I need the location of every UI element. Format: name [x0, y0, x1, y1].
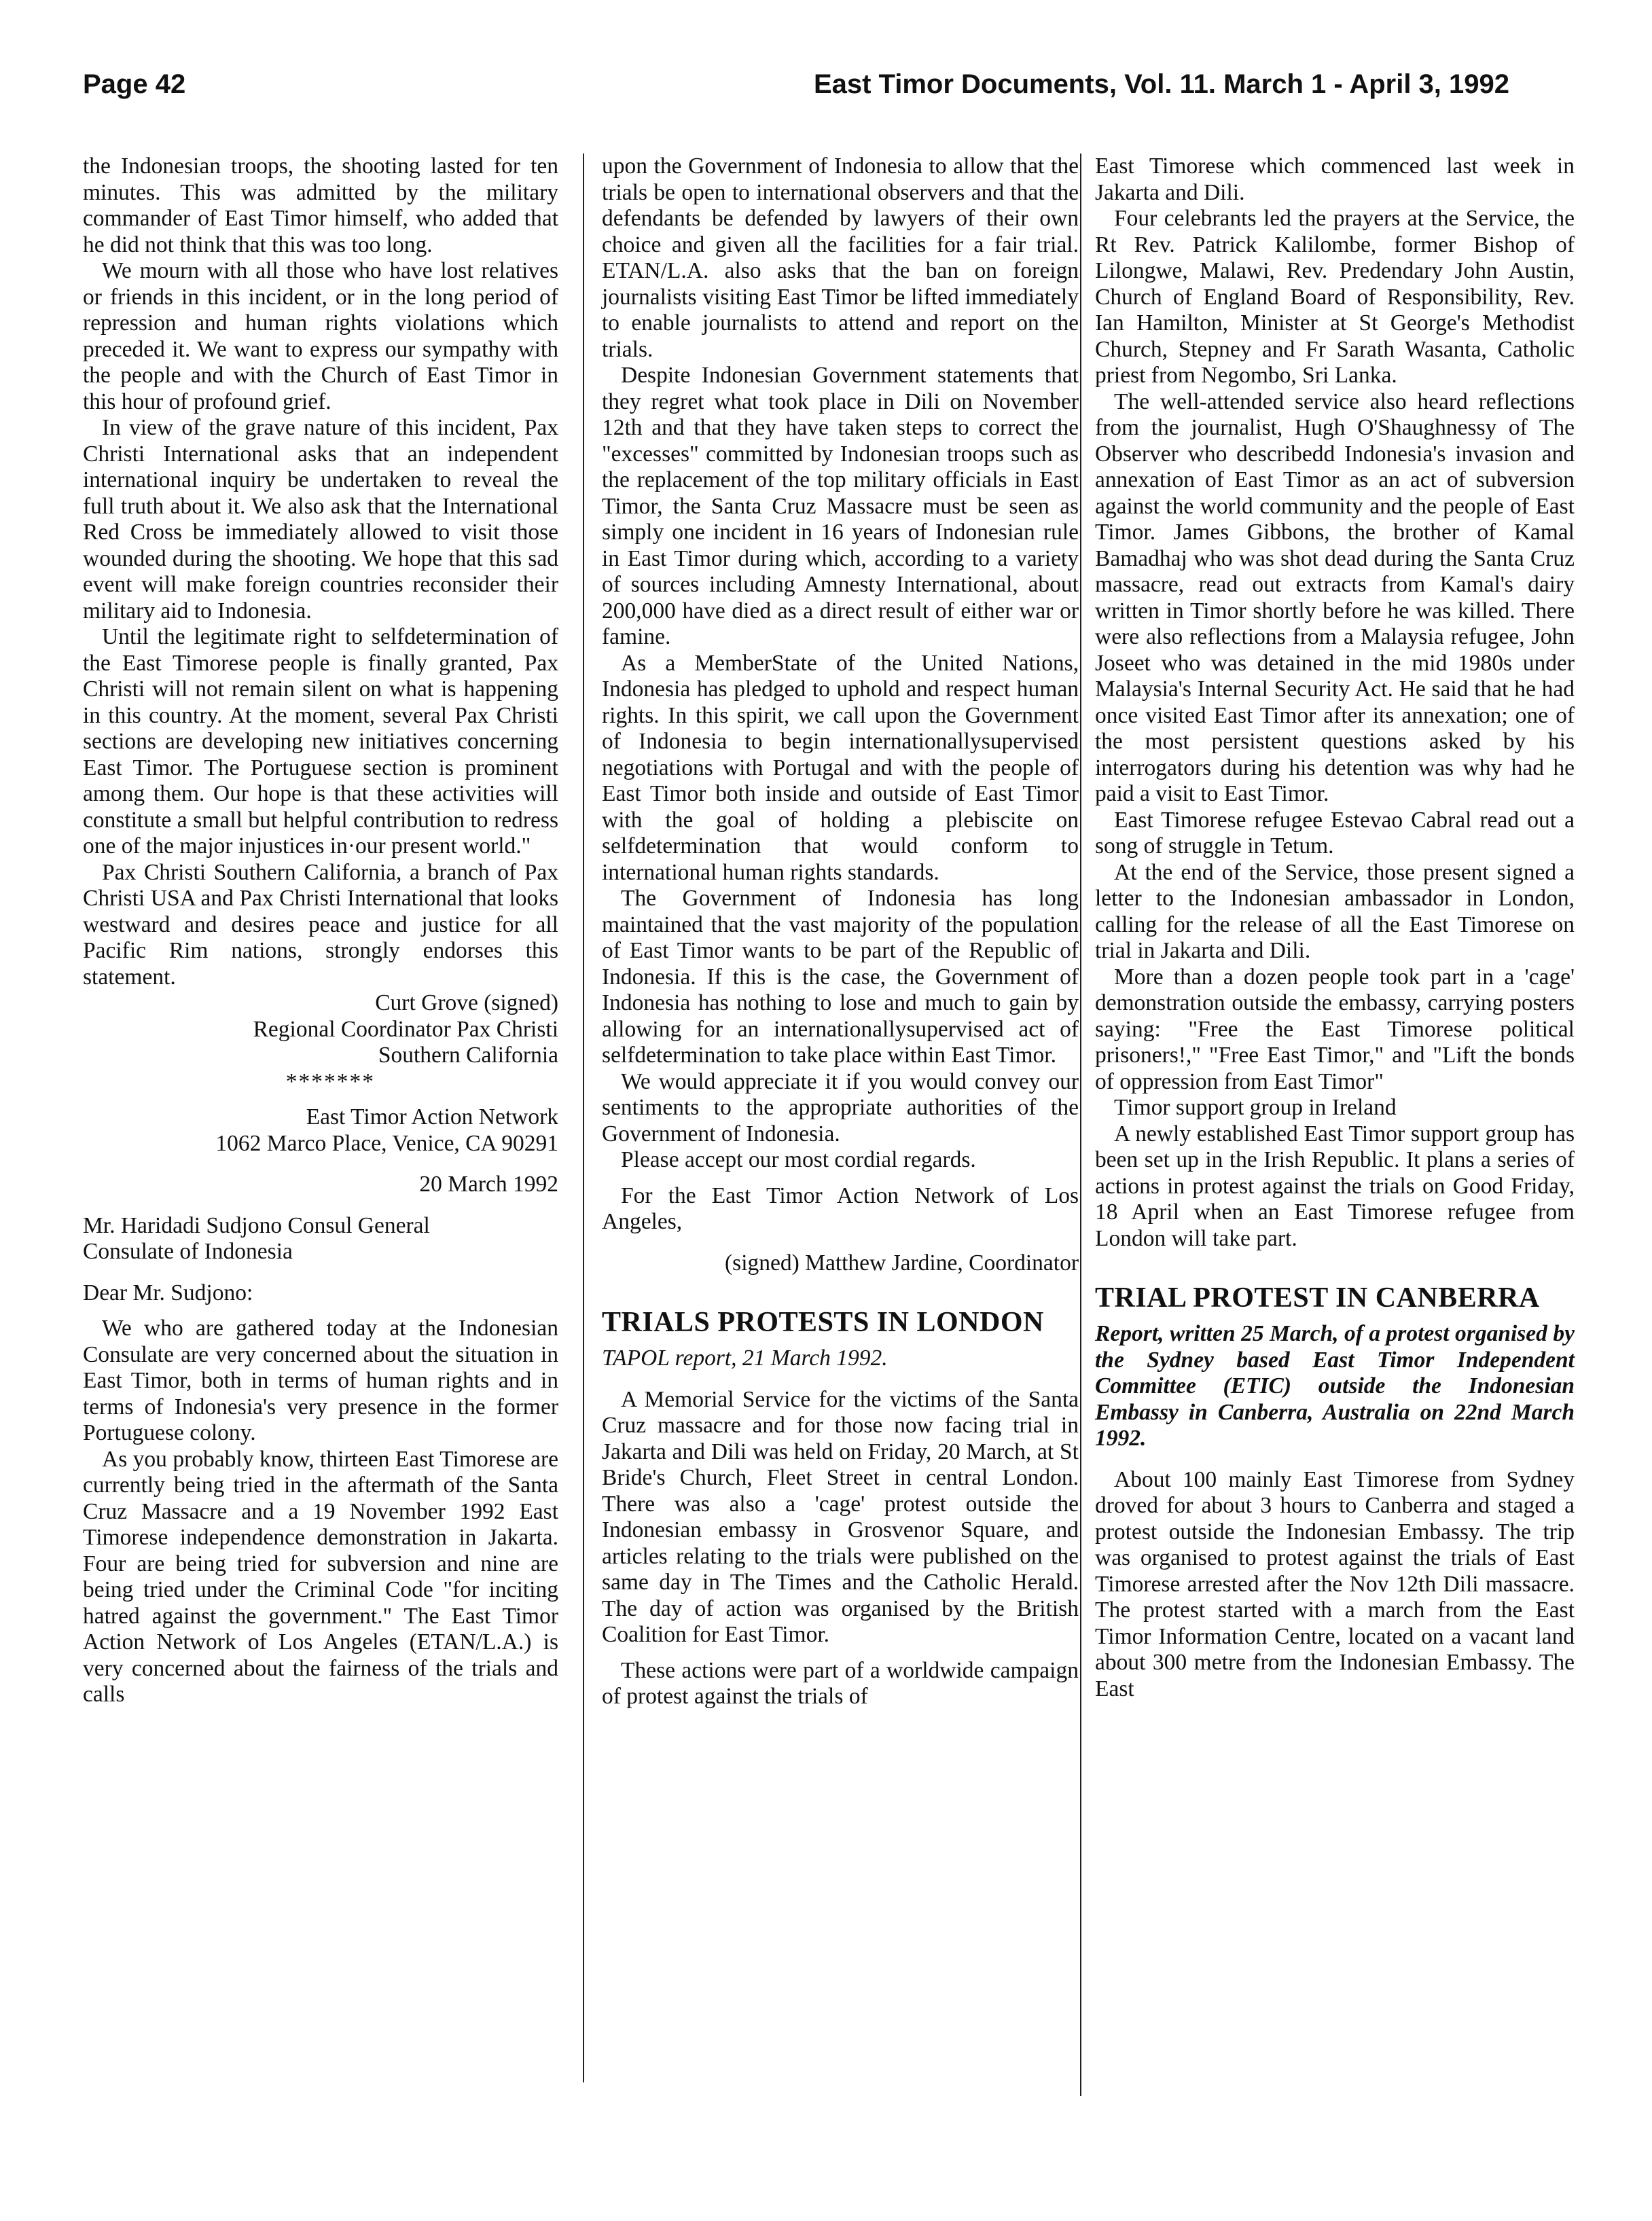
sender-org: East Timor Action Network: [306, 1104, 558, 1130]
paragraph: The well-attended service also heard reflections from the journalist, Hugh O'Shaughnessy of The Observer who describedd Indonesia's invasion and annexation of East Timor as an act of subversion against the world community and the people of East Timor. James Gibbons, the brother of Kamal Bamadhaj who was shot dead during the Santa Cruz massacre, read out extracts from Kamal's dairy written in Timor shortly before he was killed. There were also reflections from a Malaysia refugee, John Joseet who was detained in the mid 1980s under Malaysia's Internal Security Act. He said that he had once visited East Timor after its annexation; one of the most persistent questions asked by his interrogators during his detention was why had he paid a visit to East Timor.: [1095, 389, 1575, 806]
article-source: TAPOL report, 21 March 1992.: [602, 1346, 888, 1371]
column-2: [602, 154, 1079, 1710]
closing-signature: (signed) Matthew Jardine, Coordinator: [725, 1250, 1079, 1276]
paragraph: More than a dozen people took part in a 'cage' demonstration outside the embassy, carrying posters saying: "Free the East Timorese political prisoners!," "Free East Timor," and "Lift the bonds of oppression from East Timor": [1095, 964, 1575, 1094]
closing-line: For the East Timor Action Network of Los Angeles,: [602, 1182, 1079, 1234]
paragraph: As a MemberState of the United Nations, Indonesia has pledged to uphold and respect human rights. In this spirit, we call upon the Government of Indonesia to begin internationallysupervised negotiations with Portugal and with the people of East Timor both inside and outside of East Timor with the goal of holding a plebiscite on selfdetermination that would conform to international human rights standards.: [602, 650, 1079, 885]
paragraph: We mourn with all those who have lost relatives or friends in this incident, or in the long period of repression and human rights violations which preceded it. We want to express our sympathy with the people and with the Church of East Timor in this hour of profound grief.: [83, 258, 558, 414]
paragraph: upon the Government of Indonesia to allow that the trials be open to international observers and that the defendants be defended by lawyers of their own choice and given all the facilities for a fair trial. ETAN/L.A. also asks that the ban on foreign journalists visiting East Timor be lifted immediately to enable journalists to attend and report on the trials.: [602, 154, 1079, 362]
signatory-name: Curt Grove (signed): [375, 990, 558, 1015]
running-header: East Timor Documents, Vol. 11. March 1 - April 3, 1992: [813, 69, 1509, 99]
paragraph: the Indonesian troops, the shooting lasted for ten minutes. This was admitted by the military commander of East Timor himself, who added that he did not think that this was too long.: [83, 154, 558, 257]
column-divider: [583, 154, 584, 2082]
paragraph: As you probably know, thirteen East Timorese are currently being tried in the aftermath of the Santa Cruz Massacre and a 19 November 1992 East Timorese independence demonstration in Jakarta. Four are being tried for subversion and nine are being tried under the Criminal Code "for inciting hatred against the government." The East Timor Action Network of Los Angeles (ETAN/L.A.) is very concerned about the fairness of the trials and calls: [83, 1446, 558, 1707]
subheading: Timor support group in Ireland: [1114, 1095, 1397, 1120]
paragraph: At the end of the Service, those present signed a letter to the Indonesian ambassador in London, calling for the release of all the East Timorese on trial in Jakarta and Dili.: [1095, 859, 1575, 963]
signatory-title: Regional Coordinator Pax Christi: [253, 1016, 558, 1042]
paragraph: Pax Christi Southern California, a branch of Pax Christi USA and Pax Christi International that looks westward and desires peace and justice for all Pacific Rim nations, strongly endorses this statement.: [83, 859, 558, 990]
paragraph: East Timorese which commenced last week in Jakarta and Dili.: [1095, 154, 1575, 205]
paragraph: Four celebrants led the prayers at the Service, the Rt Rev. Patrick Kalilombe, former Bishop of Lilongwe, Malawi, Rev. Predendary John Austin, Church of England Board of Responsibility, Rev. Ian Hamilton, Minister at St George's Methodist Church, Stepney and Fr Sarath Wasanta, Catholic priest from Negombo, Sri Lanka.: [1095, 206, 1575, 388]
page-number: Page 42: [83, 69, 186, 99]
paragraph: Please accept our most cordial regards.: [621, 1147, 976, 1172]
paragraph: We who are gathered today at the Indonesian Consulate are very concerned about the situation in East Timor, both in terms of human rights and in terms of Indonesia's very presence in the former Portuguese colony.: [83, 1316, 558, 1445]
paragraph: About 100 mainly East Timorese from Sydney droved for about 3 hours to Canberra and staged a protest outside the Indonesian Embassy. The trip was organised to protest against the trials of East Timorese arrested after the Nov 12th Dili massacre. The protest started with a march from the East Timor Information Centre, located on a vacant land about 300 metre from the Indonesian Embassy. The East: [1095, 1466, 1575, 1701]
column-1: [83, 154, 558, 1708]
article-london: [602, 1306, 1079, 1710]
paragraph: A Memorial Service for the victims of the Santa Cruz massacre and for those now facing trial in Jakarta and Dili was held on Friday, 20 March, at St Bride's Church, Fleet Street in central London. There was also a 'cage' protest outside the Indonesian embassy in Grosvenor Square, and articles relating to the trials were published on the same day in The Times and the Catholic Herald. The day of action was organised by the British Coalition for East Timor.: [602, 1386, 1079, 1647]
headline: TRIAL PROTEST IN CANBERRA: [1095, 1282, 1540, 1314]
column-divider: [1080, 154, 1081, 2096]
paragraph: In view of the grave nature of this incident, Pax Christi International asks that an independent international inquiry be undertaken to reveal the full truth about it. We also ask that the International Red Cross be immediately allowed to visit those wounded during the shooting. We hope that this sad event will make foreign countries reconsider their military aid to Indonesia.: [83, 415, 558, 624]
paragraph: East Timorese refugee Estevao Cabral read out a song of struggle in Tetum.: [1095, 807, 1575, 859]
column-3: [1095, 154, 1575, 1702]
headline: TRIALS PROTESTS IN LONDON: [602, 1307, 1044, 1338]
paragraph: We would appreciate it if you would convey our sentiments to the appropriate authorities of the Government of Indonesia.: [602, 1068, 1079, 1146]
recipient-line: Mr. Haridadi Sudjono Consul General: [83, 1212, 430, 1238]
signatory-region: Southern California: [378, 1043, 558, 1068]
address-block: [83, 1104, 558, 1198]
article-canberra: [1095, 1282, 1575, 1702]
recipient-line: Consulate of Indonesia: [83, 1239, 293, 1264]
paragraph: These actions were part of a worldwide campaign of protest against the trials of: [602, 1657, 1079, 1709]
section-separator: *******: [285, 1068, 375, 1094]
letter-date: 20 March 1992: [419, 1172, 558, 1197]
recipient-block: [83, 1213, 558, 1265]
sender-street: 1062 Marco Place, Venice, CA 90291: [215, 1130, 558, 1156]
article-intro: Report, written 25 March, of a protest organised by the Sydney based East Timor Independent Committee (ETIC) outside the Indonesian Embassy in Canberra, Australia on 22nd March 1992.: [1095, 1321, 1575, 1451]
signature-block: [83, 990, 558, 1069]
salutation: Dear Mr. Sudjono:: [83, 1280, 253, 1305]
paragraph: Until the legitimate right to selfdetermination of the East Timorese people is finally granted, Pax Christi will not remain silent on what is happening in this country. At the moment, several Pax Christi sections are developing new initiatives concerning East Timor. The Portuguese section is prominent among them. Our hope is that these activities will constitute a small but helpful contribution to redress one of the major injustices in·our present world.": [83, 624, 558, 859]
paragraph: Despite Indonesian Government statements that they regret what took place in Dili on November 12th and that they have taken steps to correct the "excesses" committed by Indonesian troops such as the replacement of the top military officials in East Timor, the Santa Cruz Massacre must be seen as simply one incident in 16 years of Indonesian rule in East Timor during which, according to a variety of sources including Amnesty International, about 200,000 have died as a direct result of either war or famine.: [602, 363, 1079, 649]
paragraph: A newly established East Timor support group has been set up in the Irish Republic. It plans a series of actions in protest against the trials on Good Friday, 18 April when an East Timorese refugee from London will take part.: [1095, 1121, 1575, 1251]
paragraph: The Government of Indonesia has long maintained that the vast majority of the population of East Timor wants to be part of the Republic of Indonesia. If this is the case, the Government of Indonesia has nothing to lose and much to gain by allowing for an internationallysupervised act of selfdetermination to take place within East Timor.: [602, 886, 1079, 1068]
